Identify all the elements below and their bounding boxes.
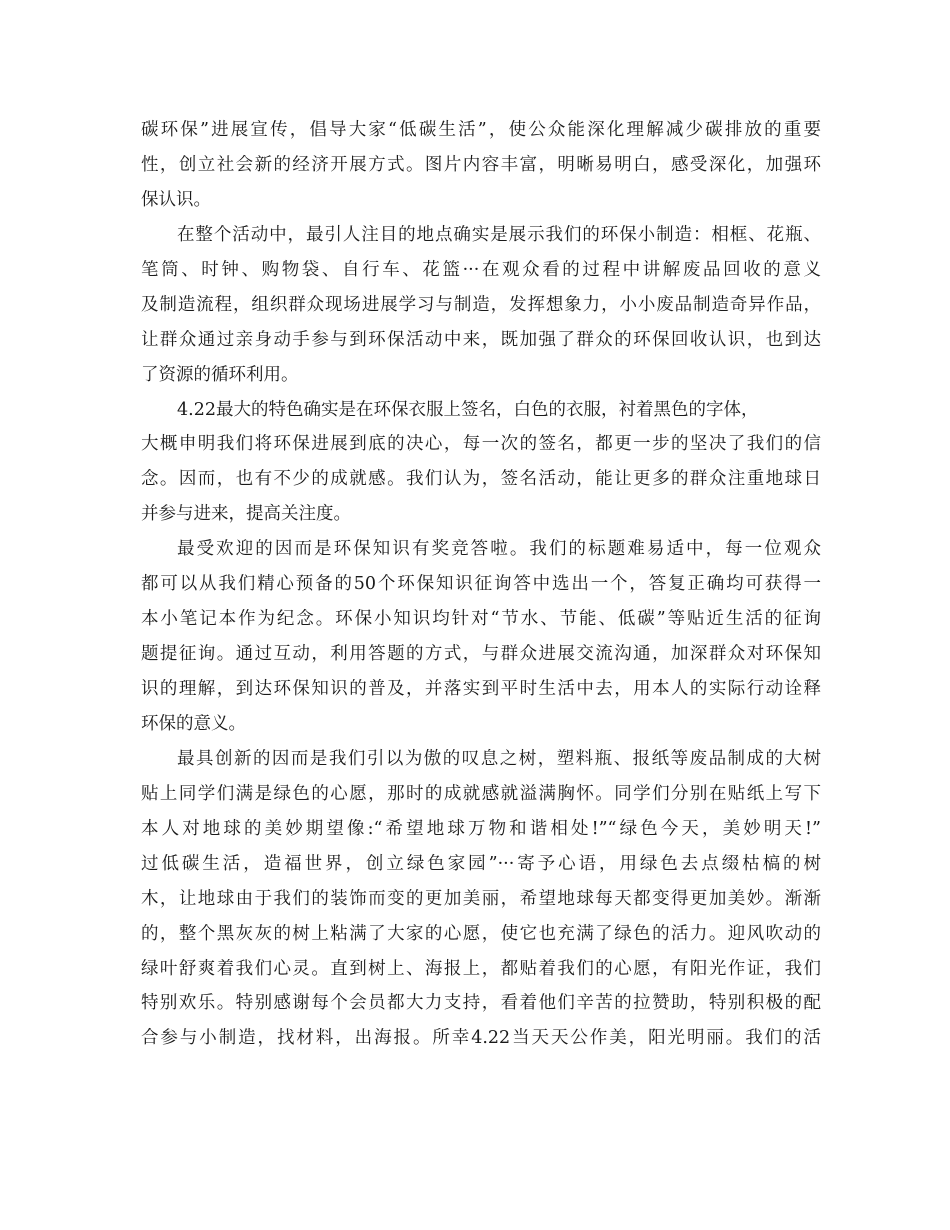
text-line: 识的理解，到达环保知识的普及，并落实到平时生活中去，用本人的实际行动诠释	[141, 679, 821, 699]
document-body	[141, 113, 821, 1056]
text-line: 笔筒、时钟、购物袋、自行车、花篮···在观众看的过程中讲解废品回收的意义	[141, 259, 821, 280]
text-line: 保认识。	[141, 189, 211, 210]
text-line: 合参与小制造，找材料，出海报。所幸4.22当天天公作美，阳光明丽。我们的活	[141, 1028, 821, 1049]
text-line: 让群众通过亲身动手参与到环保活动中来，既加强了群众的环保回收认识，也到达	[141, 329, 821, 350]
text-line: 碳环保”进展宣传，倡导大家“低碳生活”，使公众能深化理解减少碳排放的重要	[141, 120, 821, 140]
text-line: 并参与进来，提高关注度。	[141, 504, 351, 525]
text-line: 了资源的循环利用。	[141, 364, 299, 385]
text-line: 最具创新的因而是我们引以为傲的叹息之树，塑料瓶、报纸等废品制成的大树	[177, 748, 821, 769]
text-line: 本小笔记本作为纪念。环保小知识均针对“节水、节能、低碳”等贴近生活的征询	[141, 609, 821, 630]
text-line: 的，整个黑灰灰的树上粘满了大家的心愿，使它也充满了绿色的活力。迎风吹动的	[141, 923, 821, 944]
text-line: 性，创立社会新的经济开展方式。图片内容丰富，明晰易明白，感受深化，加强环	[141, 154, 821, 175]
text-line: 过低碳生活，造福世界，创立绿色家园”···寄予心语，用绿色去点缀枯槁的树	[141, 853, 821, 874]
text-line: 在整个活动中，最引人注目的地点确实是展示我们的环保小制造：相框、花瓶、	[177, 224, 821, 245]
text-line: 贴上同学们满是绿色的心愿，那时的成就感就溢满胸怀。同学们分别在贴纸上写下	[141, 783, 821, 804]
text-line: 环保的意义。	[141, 713, 246, 734]
text-line: 都可以从我们精心预备的50个环保知识征询答中选出一个，答复正确均可获得一	[141, 574, 821, 595]
text-line: 绿叶舒爽着我们心灵。直到树上、海报上，都贴着我们的心愿，有阳光作证，我们	[141, 958, 821, 979]
text-line: 4.22最大的特色确实是在环保衣服上签名，白色的衣服，衬着黑色的字体，	[177, 399, 759, 420]
text-line: 及制造流程，组织群众现场进展学习与制造，发挥想象力，小小废品制造奇异作品，	[141, 294, 821, 315]
text-line: 本人对地球的美妙期望像:“希望地球万物和谐相处!”“绿色今天，美妙明天!”	[141, 818, 821, 839]
text-line: 念。因而，也有不少的成就感。我们认为，签名活动，能让更多的群众注重地球日	[141, 469, 821, 490]
text-line: 最受欢迎的因而是环保知识有奖竞答啦。我们的标题难易适中，每一位观众	[177, 539, 821, 560]
text-line: 大概申明我们将环保进展到底的决心，每一次的签名，都更一步的坚决了我们的信	[141, 434, 821, 455]
text-line: 特别欢乐。特别感谢每个会员都大力支持，看着他们辛苦的拉赞助，特别积极的配	[141, 993, 821, 1014]
text-line: 木，让地球由于我们的装饰而变的更加美丽，希望地球每天都变得更加美妙。渐渐	[141, 888, 821, 909]
text-line: 题提征询。通过互动，利用答题的方式，与群众进展交流沟通，加深群众对环保知	[141, 644, 821, 665]
